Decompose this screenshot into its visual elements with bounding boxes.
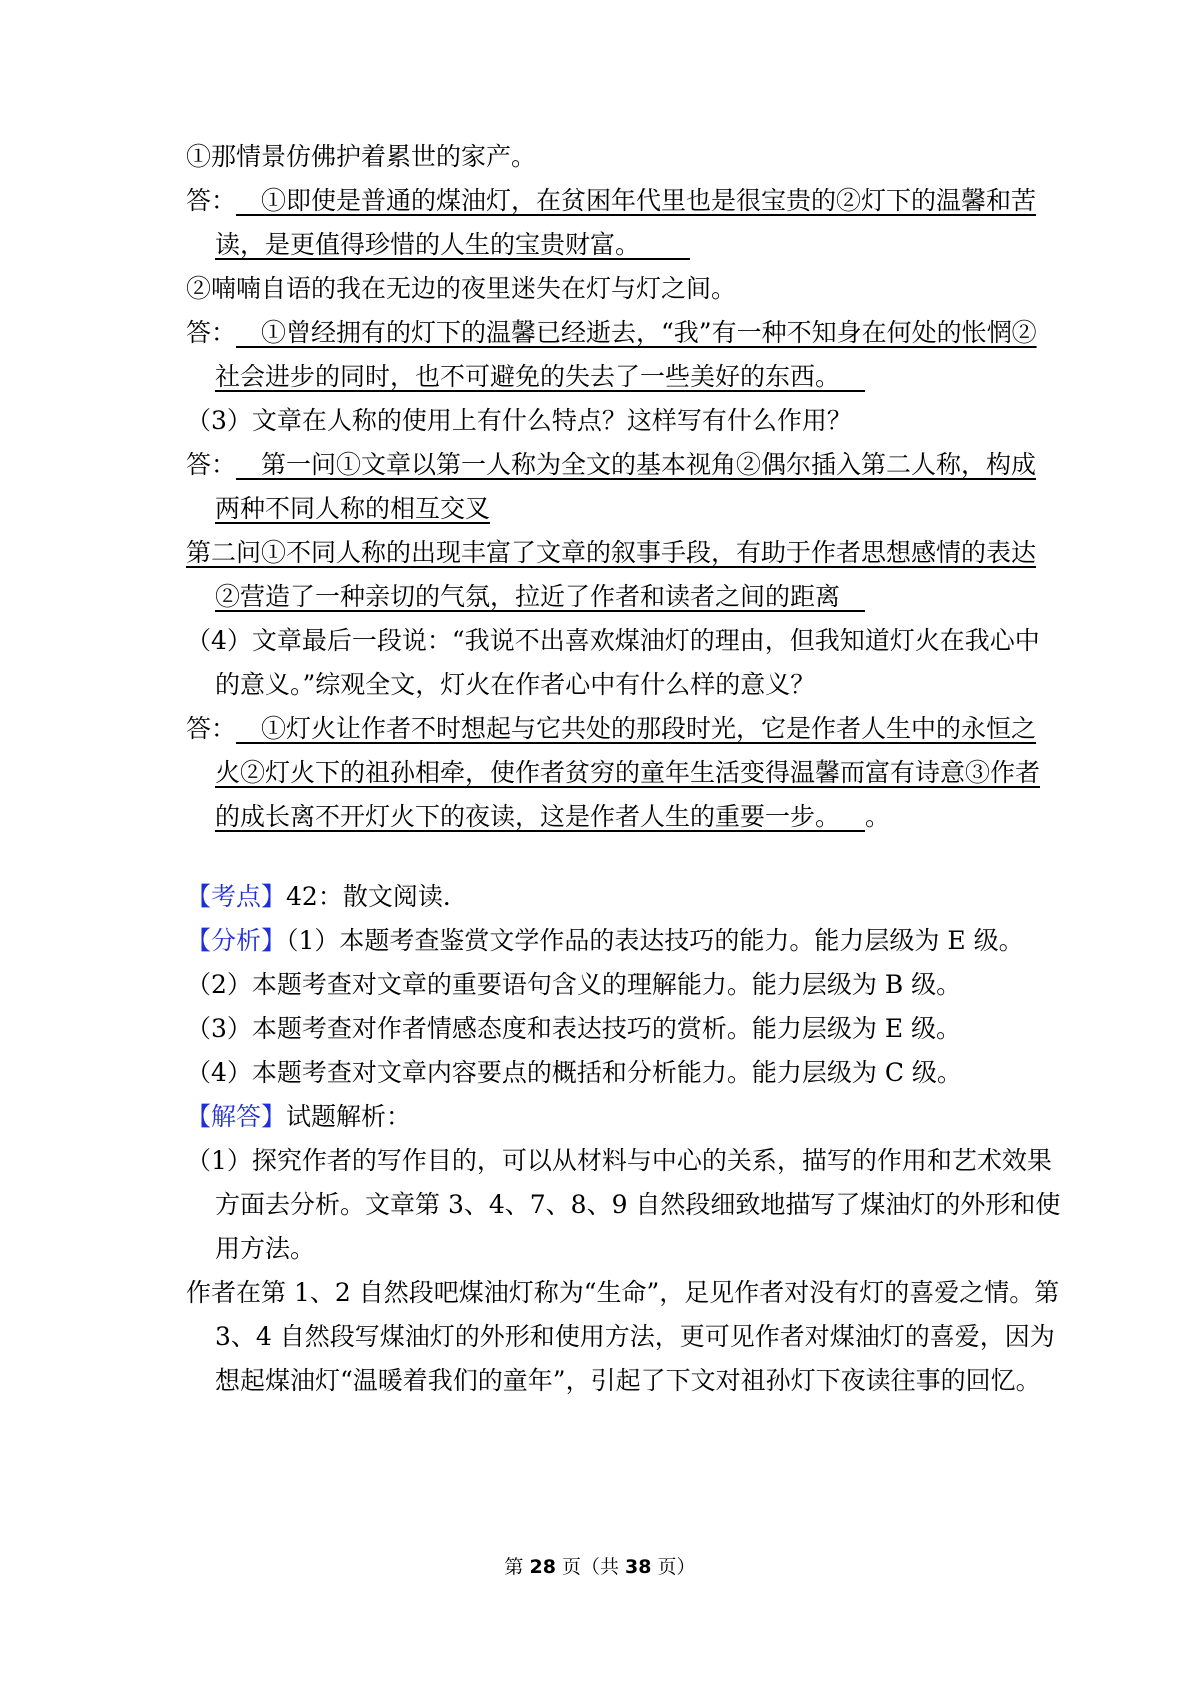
- jieda-text: 试题解析：: [286, 1102, 412, 1131]
- answer-text: 社会进步的同时，也不可避免的失去了一些美好的东西。: [215, 362, 841, 391]
- page-total: 38: [625, 1556, 652, 1578]
- jieda-paragraph-line: 作者在第 1、2 自然段吧煤油灯称为“生命”，足见作者对没有灯的喜爱之情。第: [186, 1278, 1060, 1307]
- jieda-paragraph-line: 想起煤油灯“温暖着我们的童年”，引起了下文对祖孙灯下夜读往事的回忆。: [215, 1366, 1041, 1395]
- kaodian-tag: 【考点】: [186, 882, 287, 911]
- fenxi-item: （3）本题考查对作者情感态度和表达技巧的赏析。能力层级为 E 级。: [186, 1014, 962, 1043]
- answer-line: [186, 316, 1036, 350]
- answer-text: ①即使是普通的煤油灯，在贫困年代里也是很宝贵的②灯下的温馨和苦: [261, 186, 1037, 215]
- page-footer: 第 28 页（共 38 页）: [504, 1556, 696, 1578]
- jieda-line: [186, 1100, 1036, 1134]
- question-prompt: （3）文章在人称的使用上有什么特点？这样写有什么作用？: [186, 406, 852, 435]
- fenxi-line: [186, 924, 1036, 958]
- answer-tail: 。: [865, 802, 891, 831]
- answer-line: [215, 800, 1065, 834]
- jieda-paragraph-line: （1）探究作者的写作目的，可以从材料与中心的关系，描写的作用和艺术效果: [186, 1146, 1052, 1175]
- answer-line: [215, 360, 1065, 394]
- answer-text: 第一问①文章以第一人称为全文的基本视角②偶尔插入第二人称，构成: [261, 450, 1037, 479]
- jieda-paragraph-line: 3、4 自然段写煤油灯的外形和使用方法，更可见作者对煤油灯的喜爱，因为: [215, 1322, 1055, 1351]
- answer-label: 答：: [186, 186, 237, 215]
- answer-text: ②营造了一种亲切的气氛，拉近了作者和读者之间的距离: [215, 582, 841, 611]
- answer-label: 答：: [186, 450, 237, 479]
- answer-text: ①曾经拥有的灯下的温馨已经逝去，“我”有一种不知身在何处的怅惘②: [261, 318, 1037, 347]
- answer-line: [215, 756, 1065, 790]
- page-number: 28: [529, 1556, 556, 1578]
- answer-label: 答：: [186, 318, 237, 347]
- answer-text: 第二问①不同人称的出现丰富了文章的叙事手段，有助于作者思想感情的表达: [186, 538, 1037, 567]
- fenxi-item: （2）本题考查对文章的重要语句含义的理解能力。能力层级为 B 级。: [186, 970, 962, 999]
- kaodian-line: [186, 880, 1036, 914]
- fenxi-tag: 【分析】: [186, 926, 287, 955]
- answer-text: 读，是更值得珍惜的人生的宝贵财富。: [215, 230, 641, 259]
- answer-text: 的成长离不开灯火下的夜读，这是作者人生的重要一步。: [215, 802, 841, 831]
- answer-line: [215, 228, 1065, 262]
- fenxi-item: （4）本题考查对文章内容要点的概括和分析能力。能力层级为 C 级。: [186, 1058, 962, 1087]
- jieda-paragraph-line: 方面去分析。文章第 3、4、7、8、9 自然段细致地描写了煤油灯的外形和使: [215, 1190, 1061, 1219]
- answer-line: [186, 448, 1036, 482]
- kaodian-text: 42：散文阅读．: [286, 882, 468, 911]
- answer-label: 答：: [186, 714, 237, 743]
- answer-line: [186, 184, 1036, 218]
- jieda-paragraph-line: 用方法。: [215, 1234, 316, 1263]
- question-prompt: ①那情景仿佛护着累世的家产。: [186, 142, 537, 171]
- answer-text: 火②灯火下的祖孙相牵，使作者贫穷的童年生活变得温馨而富有诗意③作者: [215, 758, 1041, 787]
- answer-line: [186, 712, 1036, 746]
- fenxi-item: （1）本题考查鉴赏文学作品的表达技巧的能力。能力层级为 E 级。: [286, 926, 1024, 955]
- answer-line: [215, 492, 1065, 526]
- answer-line: [215, 580, 1065, 614]
- answer-text: 两种不同人称的相互交叉: [215, 494, 491, 523]
- answer-line: [186, 536, 1036, 570]
- question-prompt: ②喃喃自语的我在无边的夜里迷失在灯与灯之间。: [186, 274, 737, 303]
- answer-text: ①灯火让作者不时想起与它共处的那段时光，它是作者人生中的永恒之: [261, 714, 1037, 743]
- jieda-tag: 【解答】: [186, 1102, 287, 1131]
- question-prompt: （4）文章最后一段说：“我说不出喜欢煤油灯的理由，但我知道灯火在我心中: [186, 626, 1040, 655]
- question-prompt: 的意义。”综观全文，灯火在作者心中有什么样的意义？: [215, 670, 816, 699]
